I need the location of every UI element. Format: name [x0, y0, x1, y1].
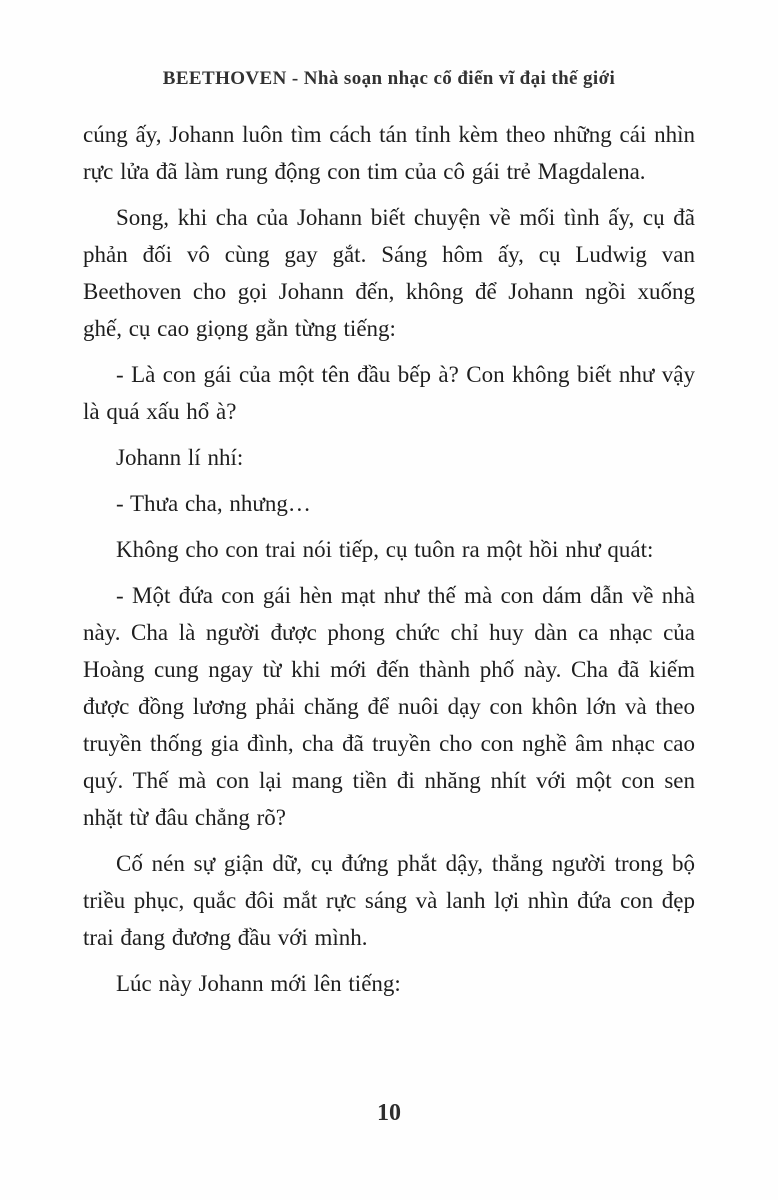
paragraph: Lúc này Johann mới lên tiếng: — [116, 971, 401, 996]
paragraph: Không cho con trai nói tiếp, cụ tuôn ra một hồi như quát: — [116, 537, 654, 562]
page-body — [83, 116, 695, 1002]
paragraph: Johann lí nhí: — [116, 445, 244, 470]
paragraph: Song, khi cha của Johann biết chuyện về mối tình ấy, cụ đã phản đối vô cùng gay gắt. Sáng hôm ấy, cụ Ludwig van Beethoven cho gọi Johann đến, không để Johann ngồi xuống ghế, cụ cao giọng gằn từng tiếng: — [83, 205, 695, 341]
running-header: BEETHOVEN - Nhà soạn nhạc cổ điển vĩ đại thế giới — [162, 68, 616, 89]
page-number: 10 — [377, 1100, 401, 1126]
paragraph: Cố nén sự giận dữ, cụ đứng phắt dậy, thẳng người trong bộ triều phục, quắc đôi mắt rực sáng và lanh lợi nhìn đứa con đẹp trai đang đương đầu với mình. — [83, 851, 695, 950]
page-footer — [0, 1100, 778, 1127]
paragraph: - Một đứa con gái hèn mạt như thế mà con dám dẫn về nhà này. Cha là người được phong chức chỉ huy dàn ca nhạc của Hoàng cung ngay từ khi mới đến thành phố này. Cha đã kiếm được đồng lương phải chăng để nuôi dạy con khôn lớn và theo truyền thống gia đình, cha đã truyền cho con nghề âm nhạc cao quý. Thế mà con lại mang tiền đi nhăng nhít với một con sen nhặt từ đâu chẳng rõ? — [83, 583, 695, 830]
paragraph: - Là con gái của một tên đầu bếp à? Con không biết như vậy là quá xấu hổ à? — [83, 362, 695, 424]
paragraph: cúng ấy, Johann luôn tìm cách tán tỉnh kèm theo những cái nhìn rực lửa đã làm rung động con tim của cô gái trẻ Magdalena. — [83, 122, 695, 184]
paragraph: - Thưa cha, nhưng… — [116, 491, 311, 516]
